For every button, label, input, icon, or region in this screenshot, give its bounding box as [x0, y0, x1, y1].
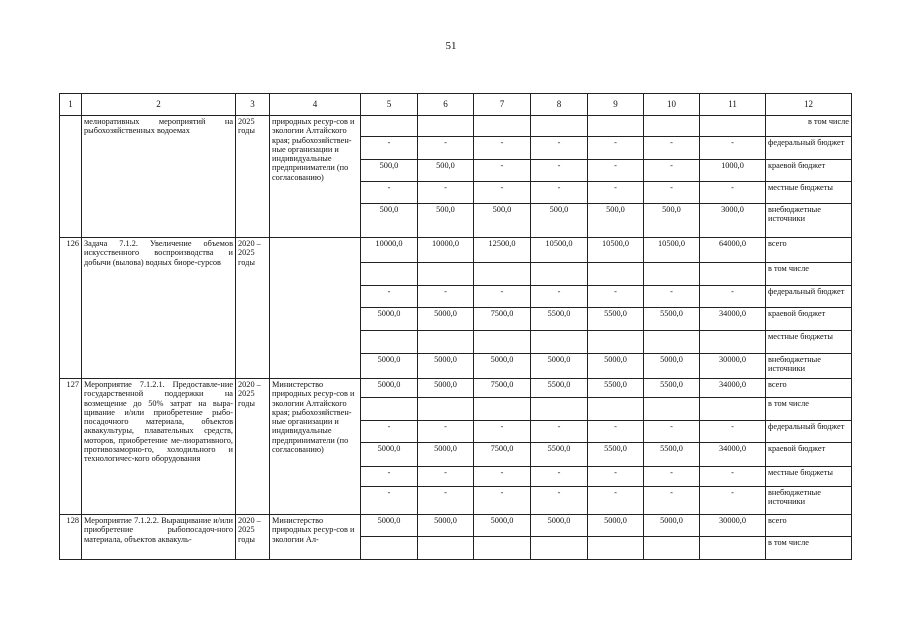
item-period: 2025 годы [236, 116, 270, 238]
item-executor: Министерство природных ресур-сов и экологии Алтайского края; рыбохозяйствен-ные организации и индивидуальные предприниматели (по согласованию) [270, 379, 361, 515]
value-cell: - [588, 182, 644, 204]
value-cell: - [700, 421, 766, 443]
value-cell: - [474, 487, 531, 515]
value-cell: 500,0 [474, 204, 531, 238]
value-cell [418, 331, 474, 354]
value-cell: 10500,0 [531, 238, 588, 263]
value-cell: 34000,0 [700, 443, 766, 467]
value-cell [474, 398, 531, 421]
header-cell: 7 [474, 94, 531, 116]
value-cell: 500,0 [644, 204, 700, 238]
value-cell: - [474, 467, 531, 487]
value-cell: - [700, 182, 766, 204]
value-cell: 5000,0 [418, 515, 474, 537]
funding-source: в том числе [766, 398, 852, 421]
value-cell: - [531, 286, 588, 308]
value-cell: - [531, 487, 588, 515]
value-cell: - [644, 160, 700, 182]
value-cell: 5500,0 [531, 308, 588, 331]
value-cell: 7500,0 [474, 308, 531, 331]
funding-source: федеральный бюджет [766, 286, 852, 308]
value-cell: 5000,0 [361, 515, 418, 537]
header-row [60, 94, 852, 116]
value-cell: 5500,0 [588, 379, 644, 398]
funding-source: внебюджетные источники [766, 204, 852, 238]
value-cell: - [418, 137, 474, 160]
funding-source: внебюджетные источники [766, 354, 852, 379]
value-cell: - [644, 286, 700, 308]
value-cell [418, 263, 474, 286]
value-cell: 500,0 [361, 204, 418, 238]
value-cell [474, 263, 531, 286]
value-cell: - [531, 467, 588, 487]
funding-source: местные бюджеты [766, 331, 852, 354]
value-cell: 64000,0 [700, 238, 766, 263]
value-cell: - [531, 137, 588, 160]
value-cell: 5000,0 [531, 354, 588, 379]
value-cell [474, 116, 531, 137]
value-cell: - [418, 467, 474, 487]
value-cell: - [644, 487, 700, 515]
value-cell [700, 116, 766, 137]
value-cell: - [644, 182, 700, 204]
value-cell [531, 116, 588, 137]
header-cell: 2 [82, 94, 236, 116]
value-cell: 5000,0 [418, 354, 474, 379]
value-cell [361, 116, 418, 137]
value-cell: 34000,0 [700, 308, 766, 331]
value-cell: 34000,0 [700, 379, 766, 398]
value-cell [588, 537, 644, 560]
item-name: Задача 7.1.2. Увеличение объемов искусственного воспроизводства и добычи (вылова) водных биоре-сурсов [82, 238, 236, 379]
funding-source: в том числе [766, 263, 852, 286]
value-cell: 5000,0 [361, 443, 418, 467]
value-cell: - [700, 487, 766, 515]
value-cell [588, 116, 644, 137]
funding-source: краевой бюджет [766, 160, 852, 182]
header-cell: 9 [588, 94, 644, 116]
table-row [60, 238, 852, 263]
value-cell: 5500,0 [588, 308, 644, 331]
value-cell: 5000,0 [531, 515, 588, 537]
value-cell: 5000,0 [474, 354, 531, 379]
item-name: Мероприятие 7.1.2.1. Предоставле-ние государственной поддержки на возмещение до 50% затрат на выра-щивание и/или приобретение рыбо-посадочного материала, объектов аквакультуры, плавательных средств, моторов, приобретение ме-лиоративного, противозаморно-го, холодильного и технологичес-кого оборудования [82, 379, 236, 515]
value-cell: 5000,0 [418, 379, 474, 398]
value-cell: - [418, 421, 474, 443]
item-period: 2020 – 2025 годы [236, 515, 270, 560]
value-cell: 10000,0 [418, 238, 474, 263]
value-cell [361, 263, 418, 286]
funding-source: в том числе [766, 537, 852, 560]
value-cell: 30000,0 [700, 515, 766, 537]
header-cell: 4 [270, 94, 361, 116]
value-cell [361, 331, 418, 354]
funding-source: внебюджетные источники [766, 487, 852, 515]
value-cell: 10000,0 [361, 238, 418, 263]
value-cell: 5500,0 [644, 308, 700, 331]
value-cell [700, 537, 766, 560]
value-cell [361, 537, 418, 560]
value-cell: 5500,0 [531, 443, 588, 467]
value-cell: 3000,0 [700, 204, 766, 238]
item-executor: природных ресур-сов и экологии Алтайского края; рыбохозяйствен-ные организации и индивидуальные предприниматели (по согласованию) [270, 116, 361, 238]
value-cell: 10500,0 [588, 238, 644, 263]
item-executor: Министерство природных ресур-сов и экологии Ал- [270, 515, 361, 560]
value-cell [700, 398, 766, 421]
value-cell: 5000,0 [418, 443, 474, 467]
value-cell: - [644, 467, 700, 487]
header-cell: 1 [60, 94, 82, 116]
value-cell: 5500,0 [644, 379, 700, 398]
value-cell: 5000,0 [474, 515, 531, 537]
value-cell: 5500,0 [588, 443, 644, 467]
funding-source: федеральный бюджет [766, 137, 852, 160]
value-cell [588, 398, 644, 421]
value-cell: 500,0 [418, 204, 474, 238]
value-cell: - [531, 160, 588, 182]
value-cell: - [644, 137, 700, 160]
item-name: мелиоративных мероприятий на рыбохозяйственных водоемах [82, 116, 236, 238]
value-cell: - [588, 137, 644, 160]
value-cell [531, 331, 588, 354]
value-cell: 5000,0 [361, 308, 418, 331]
header-cell: 6 [418, 94, 474, 116]
value-cell [644, 398, 700, 421]
value-cell: 10500,0 [644, 238, 700, 263]
header-cell: 5 [361, 94, 418, 116]
funding-source: всего [766, 238, 852, 263]
funding-source: в том числе [766, 116, 852, 137]
value-cell [418, 116, 474, 137]
value-cell: - [700, 467, 766, 487]
value-cell [418, 537, 474, 560]
value-cell: - [531, 421, 588, 443]
value-cell: - [418, 487, 474, 515]
value-cell [531, 398, 588, 421]
funding-source: всего [766, 379, 852, 398]
funding-source: всего [766, 515, 852, 537]
item-executor [270, 238, 361, 379]
value-cell [644, 331, 700, 354]
table-row [60, 116, 852, 137]
funding-source: местные бюджеты [766, 467, 852, 487]
value-cell: - [361, 182, 418, 204]
header-cell: 10 [644, 94, 700, 116]
row-number: 126 [60, 238, 82, 379]
value-cell: 5000,0 [361, 354, 418, 379]
value-cell: - [474, 160, 531, 182]
value-cell [644, 537, 700, 560]
value-cell: - [474, 182, 531, 204]
value-cell: 7500,0 [474, 443, 531, 467]
budget-table [59, 93, 852, 560]
value-cell [531, 263, 588, 286]
value-cell: 500,0 [361, 160, 418, 182]
value-cell: 5500,0 [644, 443, 700, 467]
table-row [60, 379, 852, 398]
value-cell: - [700, 286, 766, 308]
value-cell: - [474, 286, 531, 308]
value-cell [644, 116, 700, 137]
funding-source: краевой бюджет [766, 443, 852, 467]
value-cell: - [361, 137, 418, 160]
value-cell: - [588, 487, 644, 515]
row-number: 127 [60, 379, 82, 515]
value-cell: - [361, 421, 418, 443]
value-cell: 500,0 [418, 160, 474, 182]
value-cell: 500,0 [531, 204, 588, 238]
value-cell: 5000,0 [588, 515, 644, 537]
value-cell: 5500,0 [531, 379, 588, 398]
row-number [60, 116, 82, 238]
item-name: Мероприятие 7.1.2.2. Выращивание и/или приобретение рыбопосадоч-ного материала, объектов аквакуль- [82, 515, 236, 560]
value-cell [700, 331, 766, 354]
value-cell: 5000,0 [588, 354, 644, 379]
value-cell: 5000,0 [644, 354, 700, 379]
value-cell: - [588, 286, 644, 308]
value-cell: 12500,0 [474, 238, 531, 263]
value-cell: - [361, 286, 418, 308]
value-cell: - [361, 467, 418, 487]
row-number: 128 [60, 515, 82, 560]
value-cell [588, 331, 644, 354]
header-cell: 11 [700, 94, 766, 116]
value-cell: 500,0 [588, 204, 644, 238]
value-cell: 5000,0 [418, 308, 474, 331]
table-row [60, 515, 852, 537]
item-period: 2020 – 2025 годы [236, 238, 270, 379]
value-cell [644, 263, 700, 286]
value-cell [474, 537, 531, 560]
item-period: 2020 – 2025 годы [236, 379, 270, 515]
value-cell: - [644, 421, 700, 443]
value-cell: 1000,0 [700, 160, 766, 182]
value-cell: 5000,0 [361, 379, 418, 398]
value-cell: - [474, 421, 531, 443]
value-cell: - [588, 467, 644, 487]
funding-source: федеральный бюджет [766, 421, 852, 443]
value-cell: 7500,0 [474, 379, 531, 398]
header-cell: 8 [531, 94, 588, 116]
header-cell: 3 [236, 94, 270, 116]
header-cell: 12 [766, 94, 852, 116]
value-cell [700, 263, 766, 286]
value-cell [474, 331, 531, 354]
value-cell: - [474, 137, 531, 160]
value-cell: 30000,0 [700, 354, 766, 379]
value-cell: - [531, 182, 588, 204]
value-cell: - [700, 137, 766, 160]
value-cell: - [418, 286, 474, 308]
value-cell [588, 263, 644, 286]
value-cell [418, 398, 474, 421]
value-cell: - [588, 160, 644, 182]
page-number: 51 [445, 40, 457, 52]
value-cell: - [418, 182, 474, 204]
value-cell [531, 537, 588, 560]
value-cell: - [361, 487, 418, 515]
funding-source: местные бюджеты [766, 182, 852, 204]
value-cell: - [588, 421, 644, 443]
value-cell: 5000,0 [644, 515, 700, 537]
value-cell [361, 398, 418, 421]
funding-source: краевой бюджет [766, 308, 852, 331]
